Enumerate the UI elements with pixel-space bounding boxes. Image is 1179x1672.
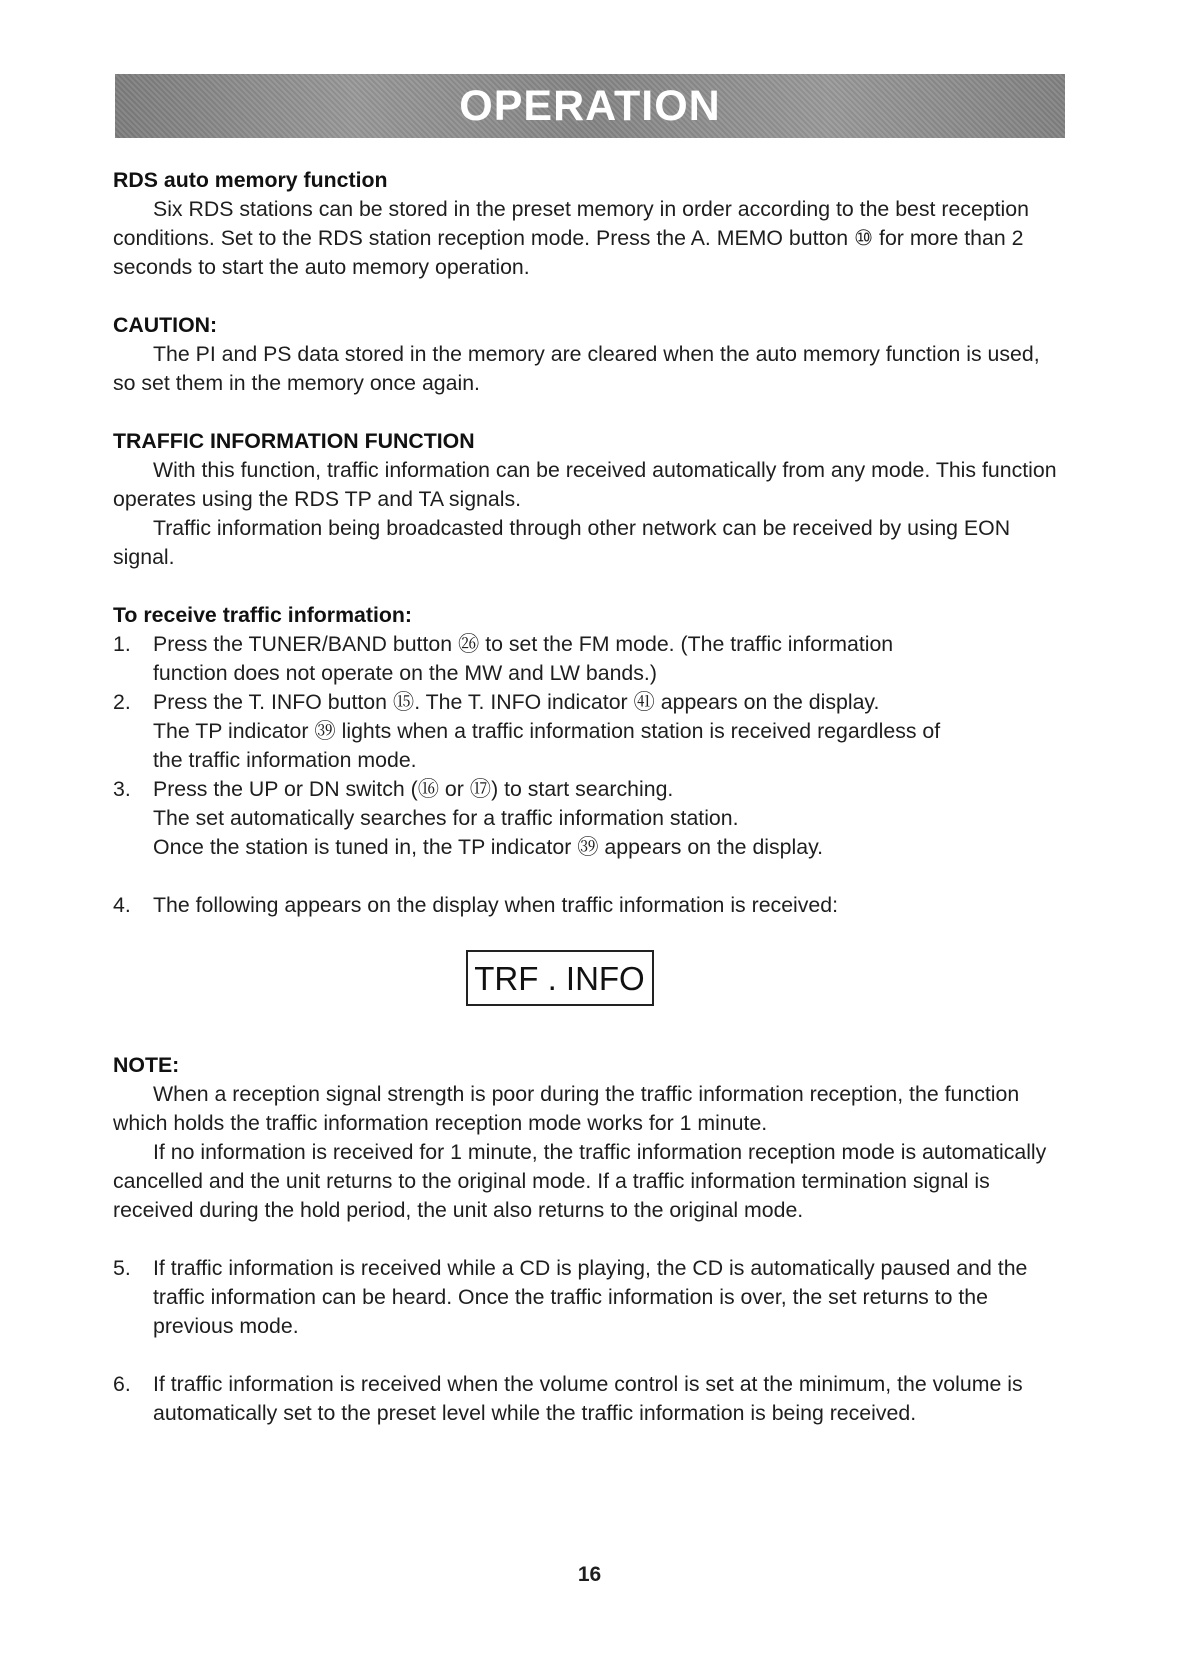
list-item — [113, 1254, 1058, 1341]
receive-steps-list — [113, 630, 1058, 920]
list-item — [113, 1370, 1058, 1428]
rds-auto-memory-body: Six RDS stations can be stored in the preset memory in order according to the best reception conditions. Set to the RDS station reception mode. Press the A. MEMO button ⑩ for more than 2 seconds to start the auto memory operation. — [113, 197, 1029, 279]
note-section — [113, 1051, 1058, 1225]
note-heading: NOTE: — [113, 1053, 180, 1077]
caution-body: The PI and PS data stored in the memory are cleared when the auto memory function is used, so set them in the memory once again. — [113, 342, 1040, 395]
trf-info-display — [466, 950, 654, 1006]
rds-auto-memory-heading: RDS auto memory function — [113, 168, 388, 192]
step-number: 5. — [113, 1256, 131, 1280]
step-line: The following appears on the display when traffic information is received: — [153, 893, 839, 917]
step-number: 3. — [113, 777, 131, 801]
receive-traffic-heading: To receive traffic information: — [113, 603, 412, 627]
step-line: the traffic information mode. — [153, 748, 417, 772]
rds-auto-memory-section — [113, 166, 1058, 282]
section-banner — [115, 74, 1065, 138]
caution-section — [113, 311, 1058, 398]
page-content — [113, 166, 1058, 1428]
step-line: function does not operate on the MW and LW bands.) — [153, 661, 657, 685]
list-item — [113, 891, 1058, 920]
page-number: 16 — [577, 1563, 602, 1586]
step-number: 4. — [113, 893, 131, 917]
spacer — [113, 862, 1058, 891]
step-line: Once the station is tuned in, the TP indicator ㊴ appears on the display. — [153, 835, 824, 859]
traffic-info-section — [113, 427, 1058, 572]
list-item — [113, 630, 1058, 688]
list-item — [113, 775, 1058, 862]
step-text: If traffic information is received when the volume control is set at the minimum, the volume is automatically set to the preset level while the traffic information is being received. — [153, 1372, 1023, 1425]
step-line: Press the UP or DN switch (⑯ or ⑰) to start searching. — [153, 777, 674, 801]
section-title: OPERATION — [459, 81, 721, 130]
step-line: Press the TUNER/BAND button ㉖ to set the FM mode. (The traffic information — [153, 632, 894, 656]
traffic-info-para-1: With this function, traffic information can be received automatically from any mode. This function operates using the RDS TP and TA signals. — [113, 458, 1057, 511]
step-number: 2. — [113, 690, 131, 714]
receive-traffic-section — [113, 601, 1058, 1006]
step-text: If traffic information is received while a CD is playing, the CD is automatically paused and the traffic information can be heard. Once the traffic information is over, the set returns to the previous mode. — [153, 1256, 1028, 1338]
step-line: Press the T. INFO button ⑮. The T. INFO indicator ㊶ appears on the display. — [153, 690, 880, 714]
note-para-1: When a reception signal strength is poor during the traffic information reception, the function which holds the traffic information reception mode works for 1 minute. — [113, 1082, 1020, 1135]
more-steps-list — [113, 1254, 1058, 1428]
traffic-info-para-2: Traffic information being broadcasted through other network can be received by using EON signal. — [113, 516, 1011, 569]
list-item — [113, 688, 1058, 775]
note-para-2: If no information is received for 1 minute, the traffic information reception mode is automatically cancelled and the unit returns to the original mode. If a traffic information termination signal is received during the hold period, the unit also returns to the original mode. — [113, 1140, 1047, 1222]
trf-info-display-text: TRF . INFO — [474, 959, 645, 997]
step-line: The set automatically searches for a traffic information station. — [153, 806, 739, 830]
caution-heading: CAUTION: — [113, 313, 218, 337]
traffic-info-heading: TRAFFIC INFORMATION FUNCTION — [113, 429, 475, 453]
step-number: 1. — [113, 632, 131, 656]
step-line: The TP indicator ㊴ lights when a traffic information station is received regardless of — [153, 719, 941, 743]
step-number: 6. — [113, 1372, 131, 1396]
